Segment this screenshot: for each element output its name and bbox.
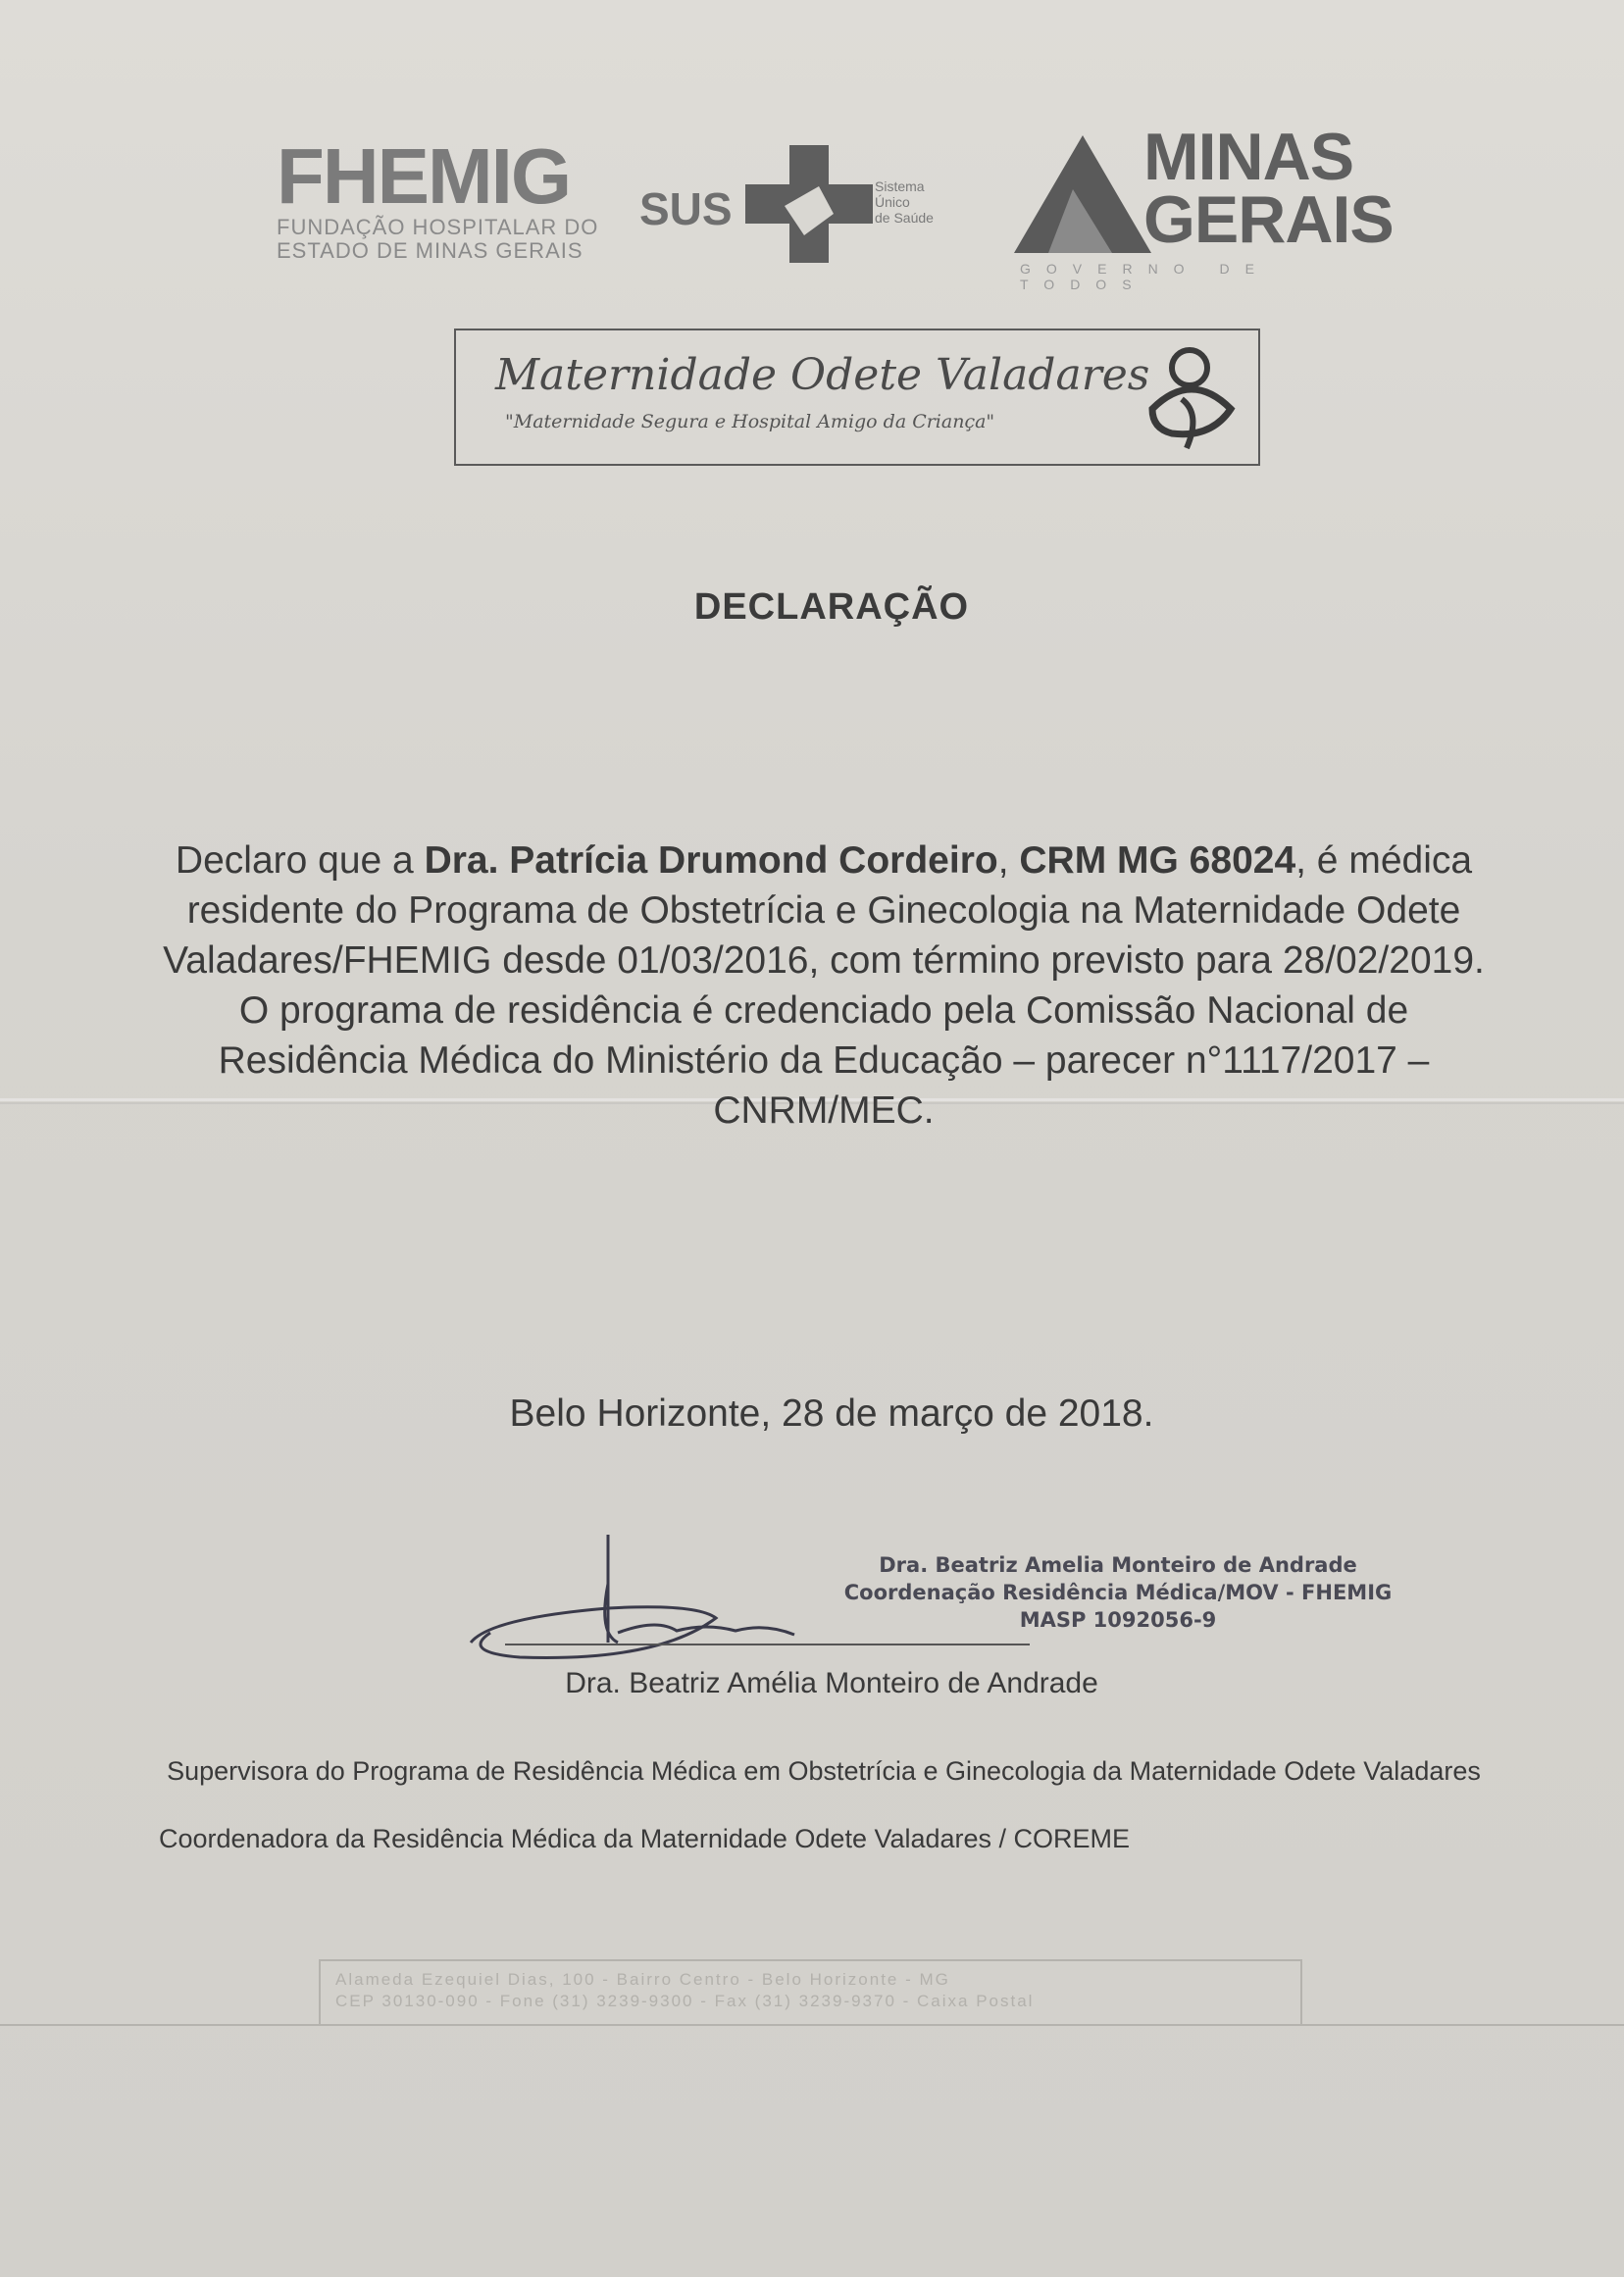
stamp-line-2: Coordenação Residência Médica/MOV - FHEMIG: [843, 1581, 1393, 1604]
document-heading: DECLARAÇÃO: [693, 586, 970, 628]
minas-gerais-triangle-icon: [1014, 135, 1151, 253]
stamp-line-3: MASP 1092056-9: [1019, 1608, 1217, 1632]
signer-name: Dra. Beatriz Amélia Monteiro de Andrade: [565, 1667, 1098, 1699]
mother-child-icon: [1133, 340, 1245, 458]
sus-cross-icon: [745, 145, 873, 263]
sus-logo-sub: [875, 178, 934, 226]
minas-gerais-logo-name: [1143, 120, 1394, 257]
p1-intro: Declaro que a: [175, 839, 425, 882]
stamp-line-1: Dra. Beatriz Amelia Monteiro de Andrade: [879, 1553, 1357, 1577]
sus-logo: [639, 145, 963, 263]
footer-rule: [0, 2024, 1624, 2026]
signer-role-2: Coordenadora da Residência Médica da Maternidade Odete Valadares / COREME: [159, 1824, 1131, 1853]
signature-line: [505, 1644, 1030, 1645]
p1-sep: ,: [997, 839, 1020, 882]
sus-sub-2: Único: [875, 194, 910, 210]
sus-logo-name: SUS: [639, 183, 733, 234]
minas-gerais-name-2: GERAIS: [1143, 182, 1394, 257]
signature-stamp: [843, 1551, 1393, 1634]
sus-sub-1: Sistema: [875, 178, 925, 194]
declaration-paragraph-2: O programa de residência é credenciado pela Comissão Nacional de Residência Médica do Ministério da Educação – parecer n°1117/2017 – CNRM/MEC.: [218, 989, 1430, 1132]
fhemig-logo-name: FHEMIG: [277, 132, 571, 220]
minas-gerais-logo-sub: GOVERNO DE TODOS: [1020, 261, 1270, 292]
minas-gerais-logo: [1014, 120, 1394, 292]
footer-address: [335, 1969, 1277, 2012]
doctor-crm: CRM MG 68024: [1019, 839, 1296, 882]
maternity-slogan: "Maternidade Segura e Hospital Amigo da Criança": [505, 411, 995, 432]
maternity-title: Maternidade Odete Valadares: [495, 350, 1150, 400]
minas-gerais-name-1: MINAS: [1143, 120, 1354, 194]
declaration-body: [147, 835, 1500, 1136]
declaration-paragraph-1: [147, 835, 1500, 986]
place-date: Belo Horizonte, 28 de março de 2018.: [509, 1392, 1154, 1435]
fhemig-logo-sub-1: FUNDAÇÃO HOSPITALAR DO: [277, 215, 599, 239]
sus-sub-3: de Saúde: [875, 210, 934, 226]
doctor-name: Dra. Patrícia Drumond Cordeiro: [424, 839, 998, 882]
footer-line-1: Alameda Ezequiel Dias, 100 - Bairro Centro - Belo Horizonte - MG: [335, 1970, 950, 1989]
footer-line-2: CEP 30130-090 - Fone (31) 3239-9300 - Fax (31) 3239-9370 - Caixa Postal: [335, 1992, 1035, 2010]
fhemig-logo: [277, 132, 600, 263]
signer-role-1: Supervisora do Programa de Residência Médica em Obstetrícia e Ginecologia da Maternidade Odete Valadares: [167, 1756, 1481, 1786]
fhemig-logo-sub-2: ESTADO DE MINAS GERAIS: [277, 238, 584, 263]
p1-rest: , é médica residente do Programa de Obstetrícia e Ginecologia na Maternidade Odete Valadares/FHEMIG desde 01/03/2016, com término previsto para 28/02/2019.: [163, 839, 1485, 982]
maternity-banner: [454, 329, 1260, 466]
handwritten-signature: [461, 1525, 873, 1672]
